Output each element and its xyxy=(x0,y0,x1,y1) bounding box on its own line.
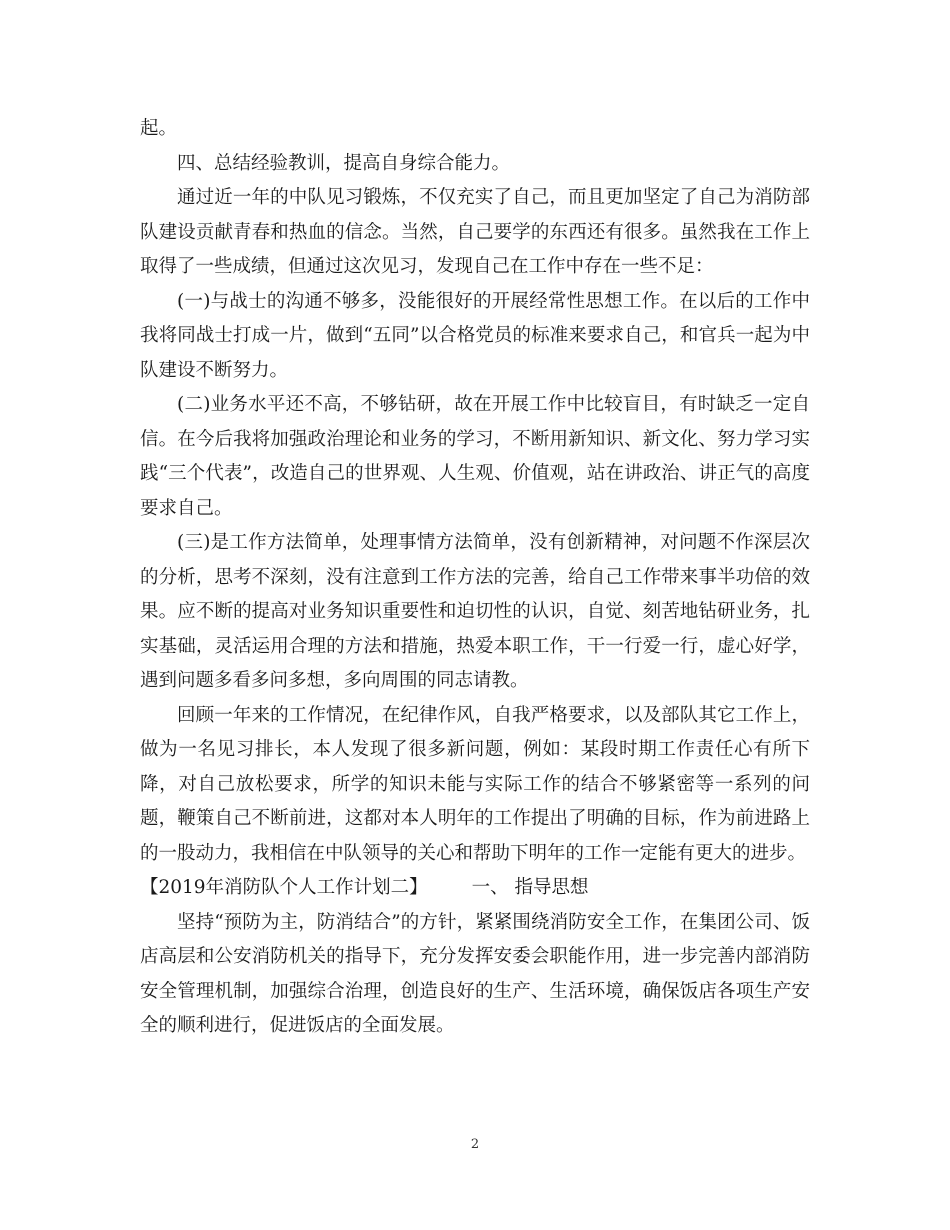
section-title-line xyxy=(140,871,810,906)
paragraph-item-three: (三)是工作方法简单，处理事情方法简单，没有创新精神，对问题不作深层次的分析，思考不深刻，没有注意到工作方法的完善，给自己工作带来事半功倍的效果。应不断的提高对业务知识重要性和迫切性的认识，自觉、刻苦地钻研业务，扎实基础，灵活运用合理的方法和措施，热爱本职工作，干一行爱一行，虚心好学，遇到问题多看多问多想，多向周围的同志请教。 xyxy=(140,532,810,691)
paragraph-continuation: 起。 xyxy=(140,118,178,139)
section-title: 【2019年消防队个人工作计划二】 xyxy=(140,877,428,898)
paragraph-item-one: (一)与战士的沟通不够多，没能很好的开展经常性思想工作。在以后的工作中我将同战士打成一片，做到“五同”以合格党员的标准来要求自己，和官兵一起为中队建设不断努力。 xyxy=(140,290,810,381)
document-body xyxy=(140,112,810,1044)
paragraph-review: 回顾一年来的工作情况，在纪律作风，自我严格要求，以及部队其它工作上，做为一名见习排长，本人发现了很多新问题，例如：某段时期工作责任心有所下降，对自己放松要求，所学的知识未能与实际工作的结合不够紧密等一系列的问题，鞭策自己不断前进，这都对本人明年的工作提出了明确的目标，作为前进路上的一股动力，我相信在中队领导的关心和帮助下明年的工作一定能有更大的进步。 xyxy=(140,704,810,864)
section-heading-four: 四、总结经验教训，提高自身综合能力。 xyxy=(177,152,511,174)
paragraph-item-two: (二)业务水平还不高，不够钻研，故在开展工作中比较盲目，有时缺乏一定自信。在今后我将加强政治理论和业务的学习，不断用新知识、新文化、努力学习实践“三个代表”，改造自己的世界观、人生观、价值观，站在讲政治、讲正气的高度要求自己。 xyxy=(140,394,810,519)
paragraph-intro: 通过近一年的中队见习锻炼，不仅充实了自己，而且更加坚定了自己为消防部队建设贡献青春和热血的信念。当然，自己要学的东西还有很多。虽然我在工作上取得了一些成绩，但通过这次见习，发现自己在工作中存在一些不足： xyxy=(140,187,810,277)
section-subheading: 一、 指导思想 xyxy=(471,877,589,898)
paragraph-guiding-principle: 坚持“预防为主，防消结合”的方针，紧紧围绕消防安全工作，在集团公司、饭店高层和公安消防机关的指导下，充分发挥安委会职能作用，进一步完善内部消防安全管理机制，加强综合治理，创造良好的生产、生活环境，确保饭店各项生产安全的顺利进行，促进饭店的全面发展。 xyxy=(140,911,810,1036)
page-number: 2 xyxy=(470,1137,480,1152)
